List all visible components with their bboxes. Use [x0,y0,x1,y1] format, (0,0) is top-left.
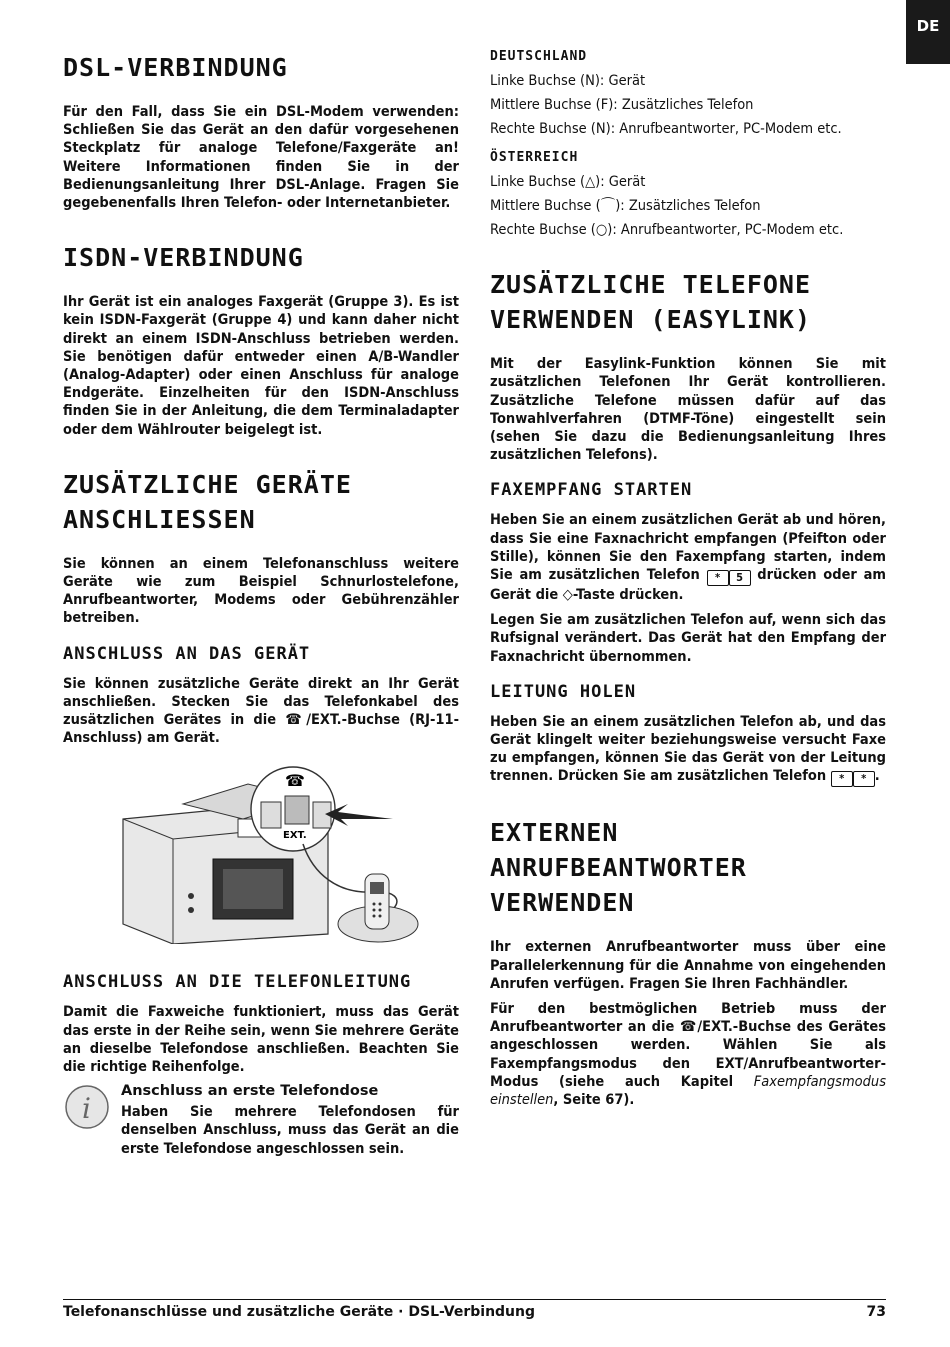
extra-devices-paragraph: Sie können an einem Telefonanschluss weitere Geräte wie zum Beispiel Schnurlostelefone, Anrufbeantworter, Modems oder Gebührenzähler betreiben. [63,555,459,627]
star-key-icon: * [853,771,875,787]
info-note [63,1083,459,1165]
germany-heading: DEUTSCHLAND [490,49,588,64]
easylink-heading: ZUSÄTZLICHE TELEFONE VERWENDEN (EASYLINK) [490,270,812,335]
phone-icon: ☎ [285,712,307,729]
page-number: 73 [866,1304,886,1320]
germany-line-2: Mittlere Buchse (F): Zusätzliches Telefon [490,97,754,114]
star-key-icon: * [707,570,729,586]
answering-machine-heading: EXTERNEN ANRUFBEANTWORTER VERWENDEN [490,818,747,918]
line-connection-paragraph: Damit die Faxweiche funktioniert, muss das Gerät das erste in der Reihe sein, wenn Sie mehrere Geräte an dieselbe Telefondose anschließen. Beachten Sie die richtige Reihenfolge. [63,1004,459,1076]
germany-line-3: Rechte Buchse (N): Anrufbeantworter, PC-Modem etc. [490,121,842,138]
faxstart-paragraph-2: Legen Sie am zusätzlichen Telefon auf, wenn sich das Rufsignal verändert. Das Gerät hat den Empfang der Faxnachricht übernommen. [490,612,886,665]
language-tab: DE [906,0,950,64]
chapter-reference: Faxempfangsmodus einstellen [490,1073,886,1109]
austria-line-2: Mittlere Buchse (⌒): Zusätzliches Telefon [490,197,761,214]
dsl-heading: DSL-VERBINDUNG [63,53,288,82]
device-connection-heading: ANSCHLUSS AN DAS GERÄT [63,643,311,664]
faxstart-paragraph: Heben Sie an einem zusätzlichen Gerät ab und hören, dass Sie eine Faxnachricht empfangen (Pfeifton oder Stille), können Sie den Faxempfang starten, indem Sie am zusätzlichen Telefon * 5 drücken oder am Gerät die ◇-Taste drücken. [490,512,886,604]
germany-line-1: Linke Buchse (N): Gerät [490,73,646,89]
note-title: Anschluss an erste Telefondose [121,1083,379,1100]
dsl-paragraph: Für den Fall, dass Sie ein DSL-Modem verwenden: Schließen Sie das Gerät an den dafür vorgesehenen Steckplatz für analoge Telefone/Faxgeräte an! Weitere Informationen finden Sie in der Bedienungsanleitung Ihrer DSL-Anlage. Fragen Sie gegebenenfalls Ihren Telefon- oder Internetanbieter. [63,104,459,212]
austria-line-1: Linke Buchse (△): Gerät [490,173,646,190]
star-key-icon: * [831,771,853,787]
info-icon [63,1083,111,1165]
faxstart-heading: FAXEMPFANG STARTEN [490,480,693,501]
ext-label: /EXT. [306,712,342,729]
footer-rule [63,1299,886,1300]
answering-machine-paragraph-1: Ihr externen Anrufbeantworter muss über eine Parallelerkennung für die Annahme von eingehenden Anrufen verfügen. Fragen Sie Ihren Fachhändler. [490,939,886,992]
illus-ext-label: EXT. [283,830,307,842]
circle-icon: ○ [595,222,608,239]
note-text: Haben Sie mehrere Telefondosen für denselben Anschluss, muss das Gerät an die erste Telefondose angeschlossen sein. [121,1104,459,1157]
svg-text:i: i [82,1092,91,1126]
austria-heading: ÖSTERREICH [490,149,579,165]
socket-zoom [251,767,393,851]
right-column [490,44,886,1116]
left-column [63,44,459,1165]
triangle-icon: △ [585,173,596,190]
isdn-heading: ISDN-VERBINDUNG [63,243,304,273]
handset-icon: ⌒ [600,197,616,214]
extra-devices-heading: ZUSÄTZLICHE GERÄTE ANSCHLIESSEN [63,469,352,534]
answering-machine-paragraph-2: Für den bestmöglichen Betrieb muss der Anrufbeantworter an die ☎/EXT.-Buchse des Gerätes angeschlossen werden. Wählen Sie als Faxempfangsmodus den EXT/Anrufbeantworter-Modus (siehe auch Kapitel Faxempfangsmodus einstellen, Seite 67). [490,1001,887,1109]
leitung-holen-heading: LEITUNG HOLEN [490,681,637,702]
five-key-icon: 5 [729,570,751,586]
device-connection-paragraph [63,675,459,748]
phone-icon: ☎ [680,1019,698,1036]
leitung-holen-paragraph: Heben Sie an einem zusätzlichen Telefon ab, und das Gerät klingelt weiter beziehungsweise versucht Faxe zu empfangen, können Sie das Gerät von der Leitung trennen. Drücken Sie am zusätzlichen Telefon * * . [490,713,886,786]
austria-line-3: Rechte Buchse (○): Anrufbeantworter, PC-Modem etc. [490,222,844,239]
fax-connection-illustration [63,764,459,944]
footer-title: Telefonanschlüsse und zusätzliche Geräte · DSL-Verbindung [63,1304,536,1320]
cordless-phone [338,874,418,942]
device-text-b: -Buchse (RJ-11-Anschluss) am Gerät. [63,712,460,747]
svg-text:☎: ☎ [285,771,305,791]
isdn-paragraph: Ihr Gerät ist ein analoges Faxgerät (Gruppe 3). Es ist kein ISDN-Faxgerät (Gruppe 4) und kann daher nicht direkt an einem ISDN-Anschluss betrieben werden. Sie benötigen dafür entweder einen A/B-Wandler (Analog-Adapter) oder einen Anschluss für analoge Endgeräte. Einzelheiten für den ISDN-Anschluss finden Sie in der Anleitung, die dem Terminaladapter oder dem Wählrouter beigelegt ist. [63,294,459,438]
device-text-a: Sie können zusätzliche Geräte direkt an Ihr Gerät anschließen. Stecken Sie das Telefonkabel des zusätzlichen Gerätes in die [63,675,459,729]
line-connection-heading: ANSCHLUSS AN DIE TELEFONLEITUNG [63,972,412,993]
easylink-paragraph: Mit der Easylink-Funktion können Sie mit zusätzlichen Telefonen Ihr Gerät kontrollieren. Zusätzliche Telefone müssen dafür auf das Tonwahlverfahren (DTMF-Töne) eingestellt sein (sehen Sie dazu die Bedienungsanleitung Ihres zusätzlichen Telefons). [490,356,886,464]
start-key-icon: ◇ [562,587,573,604]
